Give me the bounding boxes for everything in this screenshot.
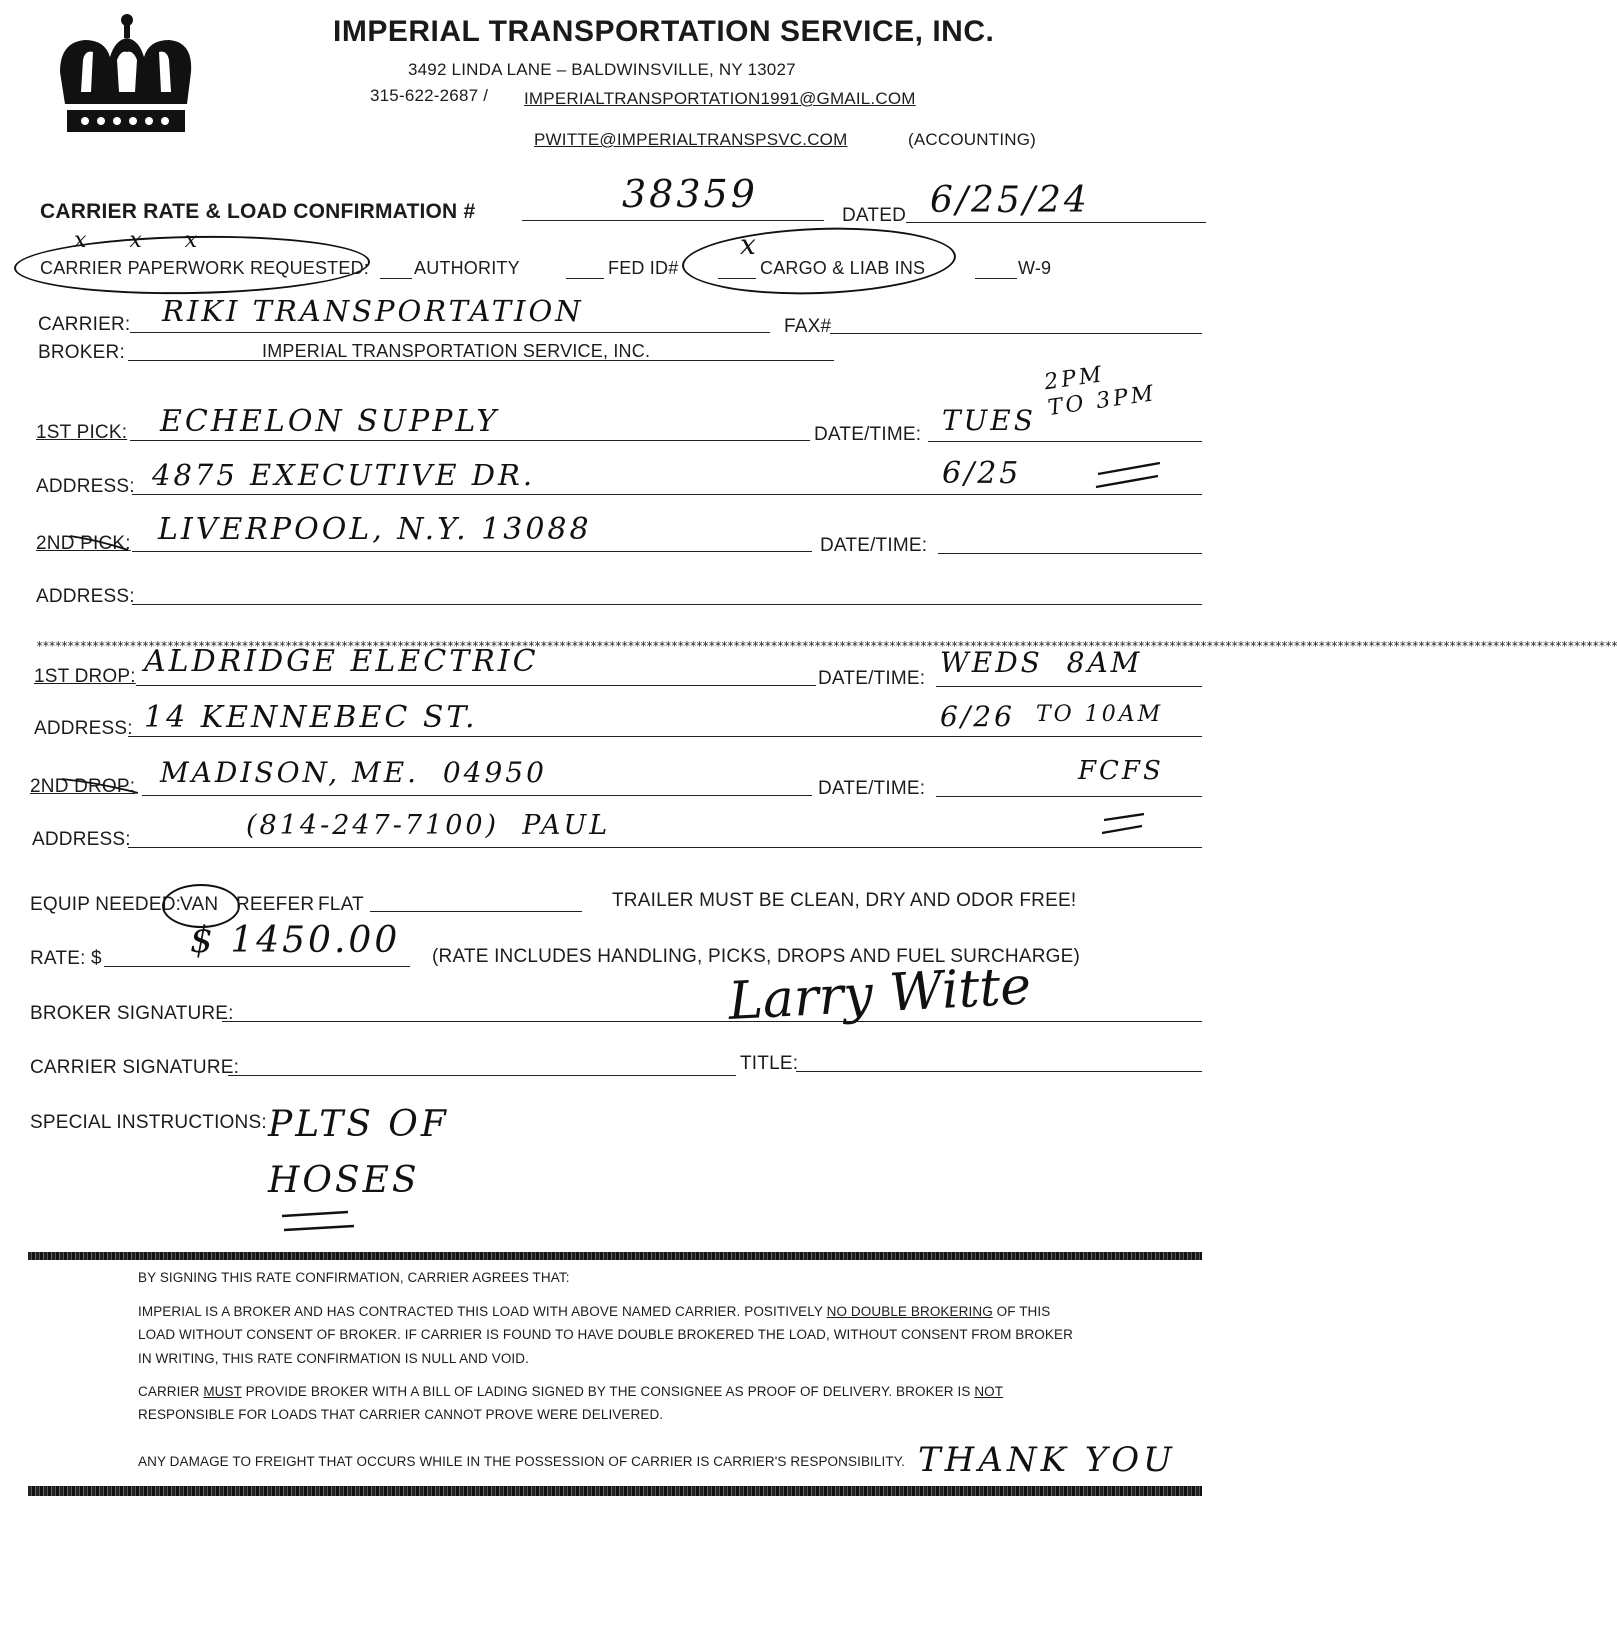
company-address: 3492 LINDA LANE – BALDWINSVILLE, NY 13027 xyxy=(408,60,796,79)
cargo-mark: x xyxy=(740,228,759,261)
carrier-signature-label: CARRIER SIGNATURE: xyxy=(30,1057,240,1078)
accounting-note: (ACCOUNTING) xyxy=(908,130,1036,149)
title-label: TITLE: xyxy=(740,1053,799,1074)
drop1-datetime-line xyxy=(936,686,1202,687)
section-divider: ************************************************************************************************************************************************************************************************************************************************************** xyxy=(36,639,1617,653)
drop2-address-line xyxy=(128,847,1202,848)
rate-note: (RATE INCLUDES HANDLING, PICKS, DROPS AND FUEL SURCHARGE) xyxy=(432,946,1081,967)
drop2-datetime-label: DATE/TIME: xyxy=(818,778,926,799)
pick1-value: ECHELON SUPPLY xyxy=(160,404,500,439)
special-instructions-line2: HOSES xyxy=(268,1160,420,1201)
terms-p1-line3: IN WRITING, THIS RATE CONFIRMATION IS NULL AND VOID. xyxy=(138,1351,529,1366)
pick2-line xyxy=(132,551,812,552)
special-instructions-label: SPECIAL INSTRUCTIONS: xyxy=(30,1112,267,1133)
terms-intro: BY SIGNING THIS RATE CONFIRMATION, CARRIER AGREES THAT: xyxy=(138,1270,570,1285)
confirmation-number-line xyxy=(522,220,824,221)
title-line xyxy=(796,1071,1202,1072)
pick1-ditto-mark xyxy=(1094,460,1164,495)
drop1-address-line xyxy=(128,736,1202,737)
fed-id-line xyxy=(566,278,604,279)
confirmation-label: CARRIER RATE & LOAD CONFIRMATION # xyxy=(40,200,476,223)
drop1-address-label: ADDRESS: xyxy=(34,718,133,739)
equipment-flat: FLAT xyxy=(318,894,364,915)
terms-p2u: MUST xyxy=(203,1384,242,1399)
terms-p3: ANY DAMAGE TO FREIGHT THAT OCCURS WHILE IN THE POSSESSION OF CARRIER IS CARRIER'S RESPONSIBILITY. xyxy=(138,1454,905,1469)
drop2-datetime-line xyxy=(936,796,1202,797)
terms-p1u: NO DOUBLE BROKERING xyxy=(826,1304,993,1319)
rate-value: $ 1450.00 xyxy=(190,920,401,961)
pick2-datetime-label: DATE/TIME: xyxy=(820,535,928,556)
paperwork-marks: x x x xyxy=(74,228,216,253)
pick1-datetime-day: TUES xyxy=(942,404,1036,437)
company-phone: 315-622-2687 / xyxy=(370,86,489,105)
drop1-line xyxy=(136,685,816,686)
terms-bottom-band xyxy=(28,1486,1202,1496)
drop1-time-range: TO 10AM xyxy=(1036,702,1164,727)
pick1-address-line xyxy=(132,494,1202,495)
broker-signature-line xyxy=(222,1021,1202,1022)
fax-label: FAX# xyxy=(784,316,832,337)
w9-line xyxy=(975,278,1017,279)
equipment-line xyxy=(370,911,582,912)
terms-p2a: CARRIER xyxy=(138,1384,204,1399)
cargo-line xyxy=(718,278,756,279)
terms-p1-line1 xyxy=(138,1304,1050,1319)
fed-id-label: FED ID# xyxy=(608,258,679,278)
drop1-date: 6/26 xyxy=(940,700,1015,733)
drop2-address-value: (814-247-7100) PAUL xyxy=(246,810,611,841)
drop1-address-value: 14 KENNEBEC ST. xyxy=(144,700,478,735)
terms-p1-line2: LOAD WITHOUT CONSENT OF BROKER. IF CARRIER IS FOUND TO HAVE DOUBLE BROKERED THE LOAD, WITHOUT CONSENT FROM BROKER xyxy=(138,1327,1073,1342)
authority-label: AUTHORITY xyxy=(414,258,520,278)
pick1-address-label: ADDRESS: xyxy=(36,476,135,497)
terms-p2u2: NOT xyxy=(974,1384,1004,1399)
thank-you: THANK YOU xyxy=(918,1440,1176,1480)
drop1-datetime-value: WEDS 8AM xyxy=(940,646,1143,679)
terms-p2-line1 xyxy=(138,1384,1003,1399)
carrier-signature-line xyxy=(228,1075,736,1076)
drop1-value: ALDRIDGE ELECTRIC xyxy=(144,644,539,679)
pick2-datetime-line xyxy=(938,553,1202,554)
carrier-label: CARRIER: xyxy=(38,314,131,335)
carrier-line xyxy=(130,332,770,333)
authority-line xyxy=(380,278,412,279)
confirmation-number: 38359 xyxy=(622,172,758,216)
pick1-label: 1ST PICK: xyxy=(36,422,128,443)
crown-logo xyxy=(55,12,195,137)
pick2-value: LIVERPOOL, N.Y. 13088 xyxy=(158,512,592,547)
broker-signature: Larry Witte xyxy=(726,956,1033,1032)
drop2-value: MADISON, ME. 04950 xyxy=(160,756,547,789)
pick1-date: 6/25 xyxy=(942,456,1022,491)
drop2-datetime-value: FCFS xyxy=(1078,756,1164,786)
terms-p1b: OF THIS xyxy=(992,1304,1051,1319)
special-instructions-ditto xyxy=(278,1208,358,1239)
pick2-label-strike xyxy=(68,532,132,559)
rate-line xyxy=(104,966,410,967)
company-email-main[interactable]: IMPERIALTRANSPORTATION1991@GMAIL.COM xyxy=(524,89,916,108)
carrier-value: RIKI TRANSPORTATION xyxy=(162,294,584,328)
pick1-line xyxy=(130,440,810,441)
pick1-datetime-line xyxy=(928,441,1202,442)
company-name: IMPERIAL TRANSPORTATION SERVICE, INC. xyxy=(333,15,995,48)
drop2-ditto-mark xyxy=(1100,810,1150,841)
dated-line xyxy=(906,222,1206,223)
w9-label: W-9 xyxy=(1018,258,1052,278)
equipment-reefer: REEFER xyxy=(236,894,315,915)
drop2-address-label: ADDRESS: xyxy=(32,829,131,850)
drop2-line xyxy=(142,795,812,796)
pick1-address-value: 4875 EXECUTIVE DR. xyxy=(152,458,536,492)
drop2-label-strike xyxy=(60,773,140,802)
equipment-label: EQUIP NEEDED: xyxy=(30,894,182,915)
special-instructions-line1: PLTS OF xyxy=(268,1104,449,1145)
pick2-address-label: ADDRESS: xyxy=(36,586,135,607)
broker-label: BROKER: xyxy=(38,342,125,363)
fax-line xyxy=(830,333,1202,334)
dated-value: 6/25/24 xyxy=(930,180,1090,221)
drop2-label: 2ND DROP: xyxy=(30,776,136,797)
cargo-label: CARGO & LIAB INS xyxy=(760,258,926,278)
broker-signature-label: BROKER SIGNATURE: xyxy=(30,1003,234,1024)
pick1-datetime-label: DATE/TIME: xyxy=(814,424,922,445)
equipment-note: TRAILER MUST BE CLEAN, DRY AND ODOR FREE! xyxy=(612,890,1077,911)
pick1-datetime-time: 2PM TO 3PM xyxy=(1042,362,1158,422)
rate-label: RATE: $ xyxy=(30,948,102,969)
dated-label: DATED xyxy=(842,205,906,226)
broker-value: IMPERIAL TRANSPORTATION SERVICE, INC. xyxy=(262,341,651,361)
drop1-label: 1ST DROP: xyxy=(34,666,136,687)
terms-top-band xyxy=(28,1252,1202,1260)
terms-p2-line2: RESPONSIBLE FOR LOADS THAT CARRIER CANNOT PROVE WERE DELIVERED. xyxy=(138,1407,664,1422)
equipment-van: VAN xyxy=(180,894,219,915)
terms-p1a: IMPERIAL IS A BROKER AND HAS CONTRACTED THIS LOAD WITH ABOVE NAMED CARRIER. POSITIVELY xyxy=(138,1304,827,1319)
drop1-datetime-label: DATE/TIME: xyxy=(818,668,926,689)
paperwork-requested-label: CARRIER PAPERWORK REQUESTED: xyxy=(40,258,369,278)
company-email-accounting[interactable]: PWITTE@IMPERIALTRANSPSVC.COM xyxy=(534,130,848,149)
pick2-address-line xyxy=(132,604,1202,605)
pick2-label: 2ND PICK: xyxy=(36,533,131,554)
terms-p2b: PROVIDE BROKER WITH A BILL OF LADING SIGNED BY THE CONSIGNEE AS PROOF OF DELIVERY. BROKER IS xyxy=(241,1384,975,1399)
